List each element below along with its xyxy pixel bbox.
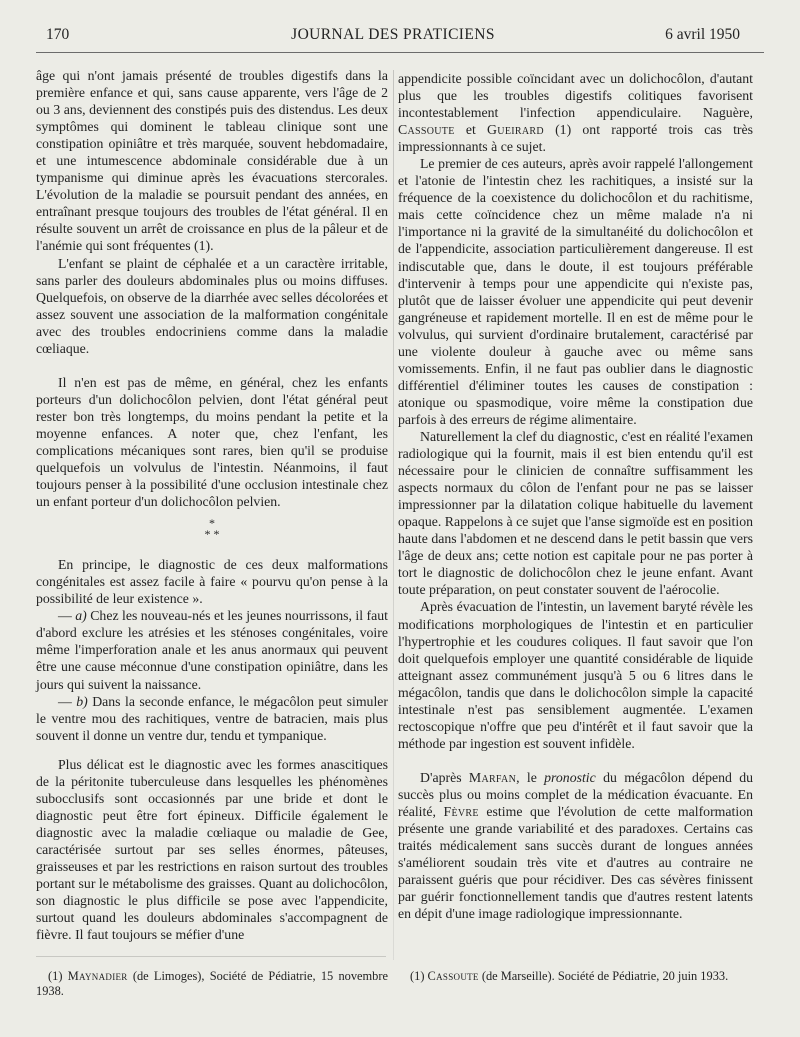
text-run: (1) ont rapporté trois cas très impressionnants à ce sujet. — [398, 122, 753, 155]
text-run: , le — [516, 769, 545, 785]
author-name: Cassoute — [398, 122, 455, 138]
paragraph — [398, 769, 753, 922]
left-column — [36, 67, 388, 943]
column-divider — [393, 70, 394, 960]
issue-date: 6 avril 1950 — [665, 26, 740, 43]
footnote-text — [36, 969, 388, 999]
journal-title: JOURNAL DES PRATICIENS — [291, 26, 495, 43]
footnote-right — [398, 969, 753, 984]
author-name: Marfan — [468, 769, 517, 785]
paragraph: Après évacuation de l'intestin, un lavement baryté révèle les modifications morphologiques de l'intestin et en particulier l'hypertrophie et les coudures coliques. Il faut savoir que l'on doit quelquefois employer une quantité considérable de liquide atteignant assez communément jusqu'à 5 ou 6 litres dans le mégacôlon, tandis que dans le dolichocôlon simple la capacité intestinale n'est pas sensiblement augmentée. L'examen rectoscopique n'offre que peu d'intérêt et il faut savoir que la méthode par ingestion est souvent infidèle. — [398, 599, 753, 751]
dash: — — [58, 693, 77, 709]
author-name: Cassoute — [427, 969, 479, 983]
footnote-marker: (1) — [48, 969, 68, 983]
list-item-a — [36, 607, 388, 692]
item-text: Dans la seconde enfance, le mégacôlon peut simuler le ventre mou des rachitiques, ventre de batracien, mais plus souvent il donne un ventre dur, tendu et tympanique. — [36, 693, 388, 743]
paragraph: En principe, le diagnostic de ces deux malformations congénitales est assez facile à faire « pourvu qu'on pense à la possibilité de leur existence ». — [36, 557, 388, 607]
paragraph: Naturellement la clef du diagnostic, c'est en réalité l'examen radiologique qui la fournit, mais il est bien entendu qu'il est nécessaire pour le clinicien de connaître suffisamment les aspects normaux du côlon de l'enfant pour ne pas se laisser impressionner par la dilatation colique habituelle du lavement opaque. Rappelons à ce sujet que l'anse sigmoïde est en position haute dans l'abdomen et ne descend dans le petit bassin que vers l'âge de deux ans; cette notion est capitale pour ne pas porter à tort le diagnostic de dolichocôlon chez le jeune enfant. Avant toute préparation, on peut constater souvent de l'aérocolie. — [398, 428, 753, 598]
paragraph: L'enfant se plaint de céphalée et a un caractère irritable, sans parler des douleurs abdominales plus ou moins diffuses. Quelquefois, on observe de la diarrhée avec selles décolorées et assez souvent une association de la malformation congénitale avec des troubles endocriniens comme dans la maladie cœliaque. — [36, 255, 388, 356]
author-name: Gueirard — [487, 122, 544, 138]
right-column — [398, 70, 753, 922]
list-item-b — [36, 693, 388, 744]
text-run: estime que l'évolution de cette malformation présente une grande variabilité et des paradoxes. Certains cas traités médicalement sans succès durant de longues années s'améliorent soudain très vite et d'autres au contraire ne paraissent guéris que pour récidiver. Des cas sévères finissent par guérir fonctionnellement tandis que d'autres restent latents en dépit d'une image radiologique impressionnante. — [398, 803, 753, 922]
dash: — — [58, 608, 76, 624]
paragraph: Plus délicat est le diagnostic avec les formes anascitiques de la péritonite tuberculeuse dans lesquelles les phénomènes subocclusifs sont occasionnés par une bride et dont le diagnostic peut être fort épineux. Difficile également le diagnostic avec la maladie cœliaque ou maladie de Gee, caractérisée surtout par ses selles énormes, pâteuses, graisseuses et par les restrictions en raison surtout des troubles portant sur le métabolisme des graisses. Quant au dolichocôlon, son diagnostic le plus difficile se pose avec l'appendicite, surtout quand les douleurs abdominales s'accompagnent de fièvre. Il faut toujours se méfier d'une — [36, 756, 388, 943]
text-run: du mégacôlon dépend du succès plus ou moins complet de la médication évacuante. En réalité, — [398, 769, 753, 819]
asterisk-top: * — [209, 516, 215, 531]
author-name: Maynadier — [67, 969, 128, 983]
author-name: Fèvre — [443, 803, 479, 819]
footnote-marker: (1) — [410, 969, 428, 983]
item-letter: a) — [75, 608, 87, 624]
text-run: appendicite possible coïncidant avec un dolichocôlon, d'autant plus que les troubles digestifs colitiques favorisent incontestablement l'infection appendiculaire. Naguère, — [398, 71, 753, 121]
paragraph: Il n'en est pas de même, en général, chez les enfants porteurs d'un dolichocôlon pelvien, dont l'état général peut rester bon très longtemps, du moins pendant la petite et la moyenne enfances. A noter que, chez l'enfant, les complications mécaniques sont rares, bien qu'il se produise quelquefois un volvulus de l'intestin. Néanmoins, il faut toujours penser à la possibilité d'une occlusion intestinale chez un enfant porteur d'un dolichocôlon pelvien. — [36, 374, 388, 510]
asterisk-bottom: * * — [204, 527, 220, 542]
footnote-left — [36, 969, 388, 999]
paragraph — [398, 70, 753, 155]
text-run: (de Marseille). Société de Pédiatrie, 20 juin 1933. — [478, 969, 729, 983]
section-separator-asterisks — [36, 518, 388, 540]
item-text: Chez les nouveau-nés et les jeunes nourrissons, il faut d'abord exclure les atrésies et les sténoses congénitales, voire même l'imperforation anale et les anus anormaux qui peuvent être une cause méconnue d'une constipation opiniâtre, dans les jours qui suivent la naissance. — [36, 608, 388, 692]
text-run: D'après — [420, 769, 469, 785]
running-header — [46, 26, 740, 48]
emphasis: pronostic — [544, 769, 596, 785]
paragraph: Le premier de ces auteurs, après avoir rappelé l'allongement et l'atonie de l'intestin chez les rachitiques, a insisté sur la fréquence de la coexistence du dolichocôlon et du rachitisme, mais cette coïncidence chez un même malade n'a ni l'importance ni la gravité de la simultanéité du dolichocôlon et de l'appendicite, association particulièrement dangereuse. Il est indiscutable que, dans le doute, il est toujours préférable d'intervenir à temps pour une appendicite qui n'existe pas, plutôt que de laisser évoluer une appendicite qui peut devenir gangréneuse et rapidement mortelle. Il en est de même pour le volvulus, qui survient d'ordinaire brutalement, caractérisé par une violente douleur à gauche avec ou même sans vomissements. Enfin, il ne faut pas oublier dans le diagnostic différentiel d'éliminer toutes les causes de constipation : atonique ou spasmodique, voire même la constipation due parfois à des erreurs de régime alimentaire. — [398, 156, 753, 427]
footnote-text — [398, 969, 753, 984]
text-run: (de Limoges), Société de Pédiatrie, 15 novembre 1938. — [36, 969, 388, 999]
header-rule — [36, 52, 764, 53]
page-number: 170 — [46, 26, 70, 43]
item-letter: b) — [76, 693, 88, 709]
footnote-rule — [36, 956, 386, 957]
paragraph: âge qui n'ont jamais présenté de troubles digestifs dans la première enfance et qui, sans cause apparente, vers l'âge de 2 ou 3 ans, deviennent des constipés puis des distendus. Les deux symptômes qui dominent le tableau clinique sont une constipation opiniâtre et très marquée, souvent hebdomadaire, et une intumescence abdominale considérable due à un tympanisme qui diminue après les évacuations stercorales. L'évolution de la maladie se poursuit pendant des années, en entraînant presque toujours des troubles de l'état général. Il en résulte souvent un arrêt de croissance en plus de la pâleur et de l'anémie qui sont fréquentes (1). — [36, 68, 388, 254]
text-run: et — [454, 122, 488, 138]
